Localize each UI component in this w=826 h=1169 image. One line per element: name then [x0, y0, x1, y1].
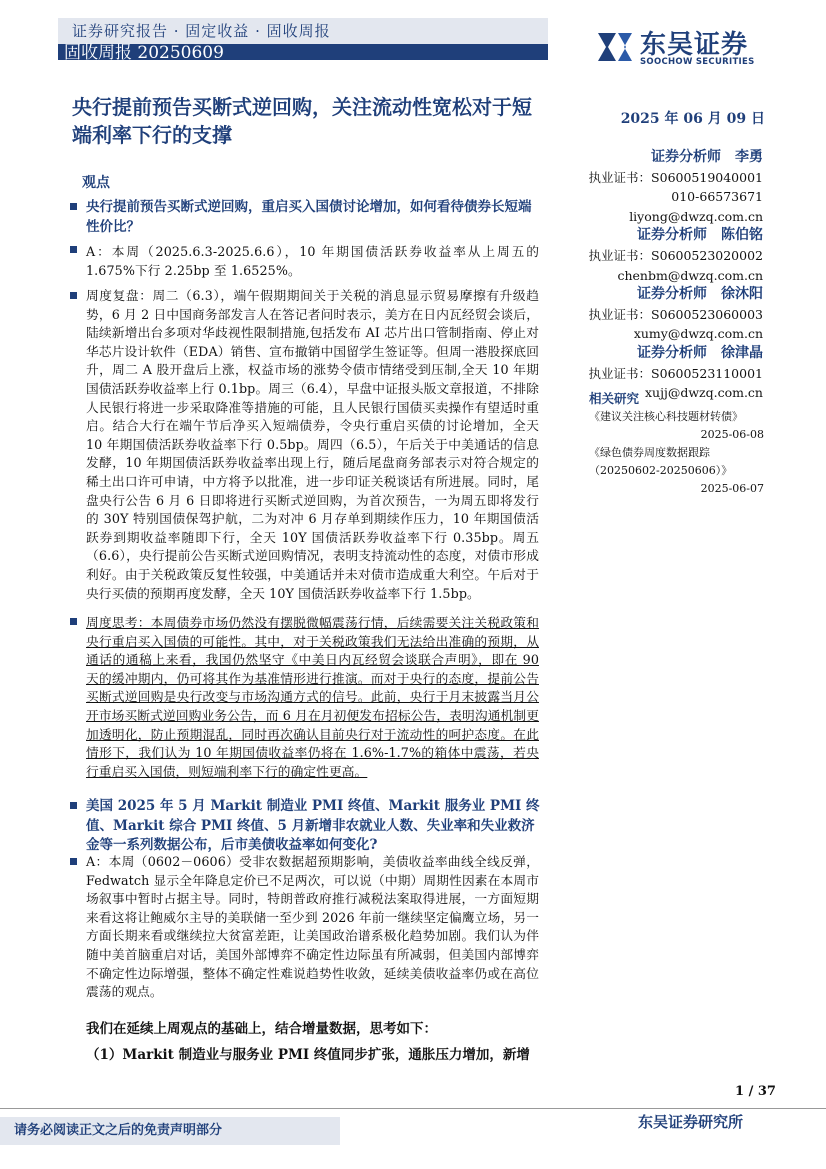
question-text: 美国 2025 年 5 月 Markit 制造业 PMI 终值、Markit 服务业 PMI 终值、Markit 综合 PMI 终值、5 月新增非农就业人数、失业率和失业救济金等一系列数据公布，后市美债收益率如何变化?: [86, 798, 540, 853]
analyst-email[interactable]: chenbm@dwzq.com.cn: [617, 267, 763, 283]
analyst-email[interactable]: xumy@dwzq.com.cn: [633, 326, 763, 342]
company-logo: [596, 24, 772, 70]
analyst-cert: 执业证书：S0600519040001: [588, 169, 763, 185]
related-item-title[interactable]: 《绿色债券周度数据跟踪（20250602-20250606）》: [589, 446, 733, 477]
analyst-cert: 执业证书：S0600523060003: [588, 306, 763, 322]
analyst-3: [583, 285, 763, 344]
analyst-2: [583, 226, 763, 285]
point-1: （1）Markit 制造业与服务业 PMI 终值同步扩张，通胀压力增加，新增: [86, 1047, 530, 1063]
question-1: [70, 198, 540, 237]
analyst-phone: 010-66573671: [671, 189, 763, 205]
disclaimer-notice: 请务必阅读正文之后的免责声明部分: [0, 1117, 340, 1145]
answer-2: A：本周（0602－0606）受非农数据超预期影响，美债收益率曲线全线反弹，Fedwatch 显示全年降息定价已不足两次，可以说（中期）周期性因素在本周市场叙事中暂时占据主导。同时，特朗普政府推行减税法案取得进展，一方面短期来看这将让鲍威尔主导的美联储一至少到 2026 年前一继续坚定偏鹰立场，另一方面长期来看或继续拉大贫富差距，让美国政治谱系极化趋势加剧。我们认为伴随中美首脑重启对话，美国外部博弈不确定性边际虽有所减弱，但美国内部博弈不确定性边际增强，整体不确定性难说趋势性收敛，延续美债收益率仍或在高位震荡的观点。: [86, 854, 539, 1000]
related-item-date: 2025-06-07: [700, 482, 764, 495]
breadcrumb: 证券研究报告 · 固定收益 · 固收周报: [58, 18, 548, 44]
analyst-email[interactable]: xujj@dwzq.com.cn: [644, 385, 763, 401]
analyst-email[interactable]: liyong@dwzq.com.cn: [629, 208, 763, 224]
header-band: [58, 18, 548, 63]
analyst-cert: 执业证书：S0600523020002: [588, 247, 763, 263]
section-heading: 观点: [82, 175, 110, 191]
analyst-name: 证券分析师 徐沐阳: [637, 286, 763, 303]
question-2: [70, 797, 540, 856]
bullet-square-icon: [70, 203, 77, 210]
analyst-cert: 执业证书：S0600523110001: [588, 365, 763, 381]
bullet-square-icon: [70, 802, 77, 809]
report-id: 固收周报 20250609: [64, 43, 224, 63]
bullet-square-icon: [70, 858, 77, 865]
footer-divider: [0, 1108, 826, 1109]
weekly-thoughts: 周度思考：本周债券市场仍然没有摆脱微幅震荡行情，后续需要关注关税政策和央行重启买入国债的可能性。其中，对于关税政策我们无法给出准确的预期，从通话的通稿上来看，我国仍然坚守《中美日内瓦经贸会谈联合声明》，即在 90 天的缓冲期内，仍可将其作为基准情形进行推演。而对于央行的态度，提前公告买断式逆回购是央行改变与市场沟通方式的信号。此前，央行于月末披露当月公开市场买断式逆回购业务公告，而 6 月在月初便发布招标公告，表明沟通机制更加透明化，防止预期混乱，同时再次确认目前央行对于流动性的呵护态度。在此情形下，我们认为 10 年期国债收益率仍将在 1.6%-1.7%的箱体中震荡，若央行重启买入国债，则短端利率下行的确定性更高。: [86, 615, 539, 779]
logo-name-en: SOOCHOW SECURITIES: [640, 57, 755, 67]
report-date: 2025 年 06 月 09 日: [620, 111, 765, 127]
analyst-name: 证券分析师 李勇: [651, 149, 763, 165]
analyst-name: 证券分析师 陈伯铭: [637, 227, 763, 244]
related-item-title[interactable]: 《建议关注核心科技题材转债》: [589, 410, 743, 423]
question-text: 央行提前预告买断式逆回购，重启买入国债讨论增加，如何看待债券长短端性价比？: [86, 199, 532, 235]
report-title: 央行提前预告买断式逆回购，关注流动性宽松对于短端利率下行的支撑: [72, 95, 532, 147]
summary-line: 我们在延续上周观点的基础上，结合增量数据，思考如下：: [86, 1021, 437, 1037]
related-heading: 相关研究: [589, 391, 640, 406]
bullet-square-icon: [70, 292, 77, 299]
related-item-date: 2025-06-08: [700, 428, 764, 441]
analyst-list: [583, 148, 763, 403]
answer-1: A：本周（2025.6.3-2025.6.6），10 年期国债活跃券收益率从上周五的 1.675%下行 2.25bp 至 1.6525%。: [86, 244, 539, 278]
bullet-square-icon: [70, 246, 77, 253]
analyst-1: [583, 148, 763, 226]
institute-name: 东吴证券研究所: [638, 1113, 744, 1131]
logo-mark-icon: [596, 27, 634, 65]
page-number: 1 / 37: [735, 1084, 776, 1099]
related-research: [589, 390, 764, 498]
analyst-name: 证券分析师 徐津晶: [637, 344, 763, 361]
logo-name-cn: 东吴证券: [640, 30, 749, 60]
weekly-review: 周度复盘：周二（6.3），端午假期期间关于关税的消息显示贸易摩擦有升级趋势，6 月 2 日中国商务部发言人在答记者问时表示，美方在日内瓦经贸会谈后，陆续新增出台多项对华歧视性限制措施,包括发布 AI 芯片出口管制指南、停止对华芯片设计软件（EDA）销售、宣布撤销中国留学生签证等。但周一港股探底回升，周二 A 股开盘后上涨，权益市场的涨势令债市情绪受到压制,全天 10 年期国债活跃券收益率上行 0.1bp。周三（6.4），早盘中证报头版文章报道，不排除人民银行将进一步采取降准等措施的可能，且人民银行国债买卖操作有望适时重启。结合大行在端午节后净买入短端债券，令央行重启买债的讨论增加，全天 10 年期国债活跃券收益率下行 0.5bp。周四（6.5），午后关于中美通话的信息发酵，10 年期国债活跃券收益率出现上行，随后尾盘商务部表示对符合规定的稀土出口许可申请，中方将予以批准，进一步印证关税谈话有所进展。同时，尾盘央行公告 6 月 6 日即将进行买断式逆回购，为首次预告，一为周五即将发行的 30Y 特别国债保驾护航，二为对冲 6 月存单到期续作压力，10 年期国债活跃券到期收益率随即下行，全天 10Y 国债活跃券收益率下行 0.35bp。周五（6.6），央行提前公告买断式逆回购情况，表明支持流动性的态度，对债市形成利好。由于关税政策反复性较强，中美通话并未对债市造成重大利空。午后对于央行买债的预期再度发酵，全天 10Y 国债活跃券收益率下行 1.5bp。: [86, 288, 539, 601]
bullet-square-icon: [70, 618, 77, 625]
